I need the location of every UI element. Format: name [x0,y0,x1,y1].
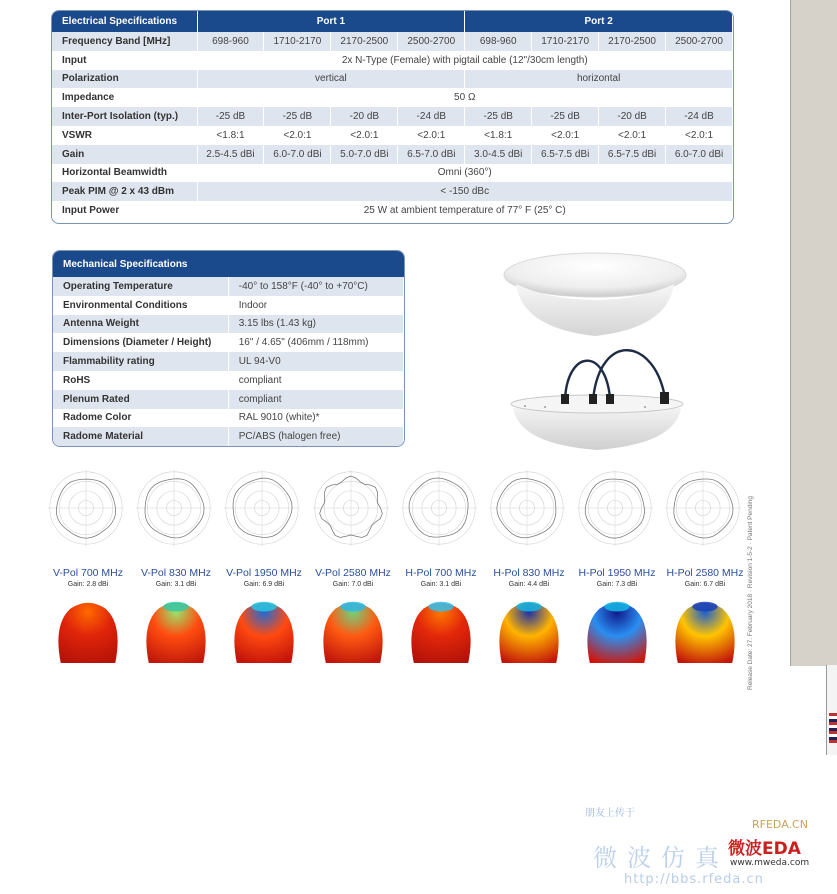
3d-pattern-image [582,594,652,666]
cell: 2500-2700 [398,32,465,51]
electrical-spec-table [51,10,734,224]
row-isolation [52,107,733,126]
watermark-brand-cn: 微波仿真 [593,844,729,872]
table-row [53,296,404,315]
cell: -25 dB [264,107,331,126]
cell: 698-960 [197,32,264,51]
input-label: Input [52,51,197,70]
pattern-label: H-Pol 1950 MHz [578,567,656,579]
row-beamwidth [52,164,733,183]
polarization-port1: vertical [197,70,465,89]
polar-pattern-plot [575,468,655,548]
cell: 6.5-7.5 dBi [599,145,666,164]
cell: -24 dB [666,107,733,126]
spec-value: RAL 9010 (white)* [228,409,403,428]
revision-note: Release Date: 27. February 2018 · Revision 1-5-2 · Patent Pending [747,495,754,690]
cell: <1.8:1 [197,126,264,145]
watermark-logo: 微波EDA [728,839,801,859]
pattern-label: H-Pol 2580 MHz [666,567,744,579]
pattern-gain: Gain: 7.3 dBi [596,581,638,588]
pattern-gain: Gain: 6.7 dBi [684,581,726,588]
spec-value: UL 94-V0 [228,352,403,371]
3d-pattern-image [229,594,299,666]
pim-label: Peak PIM @ 2 x 43 dBm [52,182,197,201]
cell: 6.0-7.0 dBi [264,145,331,164]
3d-pattern-image [141,594,211,666]
spec-label: Plenum Rated [53,390,228,409]
gain-label: Gain [52,145,197,164]
spec-value: compliant [228,371,403,390]
cell: -25 dB [532,107,599,126]
spec-value: compliant [228,390,403,409]
window-edge-strip [826,665,837,755]
row-gain [52,145,733,164]
table-row [53,371,404,390]
polar-pattern-plot [222,468,302,548]
spec-label: Radome Material [53,427,228,446]
cell: -20 dB [331,107,398,126]
row-impedance [52,88,733,107]
cell: -24 dB [398,107,465,126]
cell: 2500-2700 [666,32,733,51]
beamwidth-value: Omni (360°) [197,164,733,183]
cell: -25 dB [465,107,532,126]
cell: <2.0:1 [666,126,733,145]
cell: 2170-2500 [599,32,666,51]
cell: <2.0:1 [398,126,465,145]
polarization-port2: horizontal [465,70,733,89]
cell: <2.0:1 [331,126,398,145]
cell: 6.5-7.5 dBi [532,145,599,164]
pattern-gain: Gain: 3.1 dBi [420,581,462,588]
spec-label: Radome Color [53,409,228,428]
cell: 2170-2500 [331,32,398,51]
pim-value: < -150 dBc [197,182,733,201]
beamwidth-label: Horizontal Beamwidth [52,164,197,183]
watermark-brand-en: RFEDA.CN [752,818,808,831]
spec-value: 16" / 4.65" (406mm / 118mm) [228,333,403,352]
table-row [53,409,404,428]
pattern-gain: Gain: 3.1 dBi [155,581,197,588]
frequency-band-label: Frequency Band [MHz] [52,32,197,51]
spec-label: Antenna Weight [53,315,228,334]
cell: -25 dB [197,107,264,126]
row-pim [52,182,733,201]
row-vswr [52,126,733,145]
spec-label: Dimensions (Diameter / Height) [53,333,228,352]
spec-value: 3.15 lbs (1.43 kg) [228,315,403,334]
cell: <2.0:1 [264,126,331,145]
cell: 1710-2170 [264,32,331,51]
cell: 698-960 [465,32,532,51]
polar-pattern-plot [134,468,214,548]
impedance-value: 50 Ω [197,88,733,107]
electrical-spec-title: Electrical Specifications [52,11,197,32]
polar-pattern-plot [46,468,126,548]
spec-value: -40° to 158°F (-40° to +70°C) [228,277,403,296]
spec-label: Operating Temperature [53,277,228,296]
polar-pattern-plot [399,468,479,548]
table-row [53,277,404,296]
input-value: 2x N-Type (Female) with pigtail cable (12"/30cm length) [197,51,733,70]
row-frequency-band [52,32,733,51]
input-power-value: 25 W at ambient temperature of 77° F (25° C) [197,201,733,220]
watermark-caption: 朋友上传于 [585,808,635,819]
cell: 3.0-4.5 dBi [465,145,532,164]
table-row [53,333,404,352]
3d-pattern-image [670,594,740,666]
cell: 5.0-7.0 dBi [331,145,398,164]
polar-pattern-plot [311,468,391,548]
polar-pattern-plot [663,468,743,548]
pattern-label: V-Pol 700 MHz [52,567,124,579]
window-side-panel [790,0,837,666]
pattern-label: V-Pol 1950 MHz [226,567,302,579]
pattern-label: H-Pol 830 MHz [493,567,565,579]
3d-pattern-image [318,594,388,666]
antenna-open-with-cables-image [505,340,690,455]
3d-pattern-image [53,594,123,666]
spec-label: Flammability rating [53,352,228,371]
pattern-label: V-Pol 830 MHz [140,567,212,579]
table-row [53,315,404,334]
row-input-power [52,201,733,220]
pattern-gain: Gain: 6.9 dBi [243,581,285,588]
3d-pattern-image [494,594,564,666]
antenna-radome-image [500,248,690,343]
3d-pattern-image [406,594,476,666]
watermark-url: http://bbs.rfeda.cn [624,872,764,887]
row-polarization [52,70,733,89]
port2-header: Port 2 [465,11,733,32]
table-row [53,427,404,446]
polar-pattern-plot [487,468,567,548]
port1-header: Port 1 [197,11,465,32]
watermark-logo-url: www.mweda.com [730,858,810,868]
pattern-gain: Gain: 7.0 dBi [332,581,374,588]
input-power-label: Input Power [52,201,197,220]
table-row [53,390,404,409]
pattern-label: V-Pol 2580 MHz [315,567,391,579]
spec-label: Environmental Conditions [53,296,228,315]
table-row [53,352,404,371]
cell: 1710-2170 [532,32,599,51]
cell: <2.0:1 [599,126,666,145]
vswr-label: VSWR [52,126,197,145]
cell: 6.0-7.0 dBi [666,145,733,164]
cell: -20 dB [599,107,666,126]
mechanical-spec-title: Mechanical Specifications [53,251,404,277]
pattern-gain: Gain: 4.4 dBi [508,581,550,588]
mechanical-spec-table [52,250,405,447]
pattern-gain: Gain: 2.8 dBi [67,581,109,588]
pattern-label: H-Pol 700 MHz [405,567,477,579]
cell: 6.5-7.0 dBi [398,145,465,164]
impedance-label: Impedance [52,88,197,107]
polarization-label: Polarization [52,70,197,89]
spec-value: Indoor [228,296,403,315]
cell: <1.8:1 [465,126,532,145]
row-input [52,51,733,70]
spec-value: PC/ABS (halogen free) [228,427,403,446]
spec-label: RoHS [53,371,228,390]
cell: <2.0:1 [532,126,599,145]
cell: 2.5-4.5 dBi [197,145,264,164]
isolation-label: Inter-Port Isolation (typ.) [52,107,197,126]
